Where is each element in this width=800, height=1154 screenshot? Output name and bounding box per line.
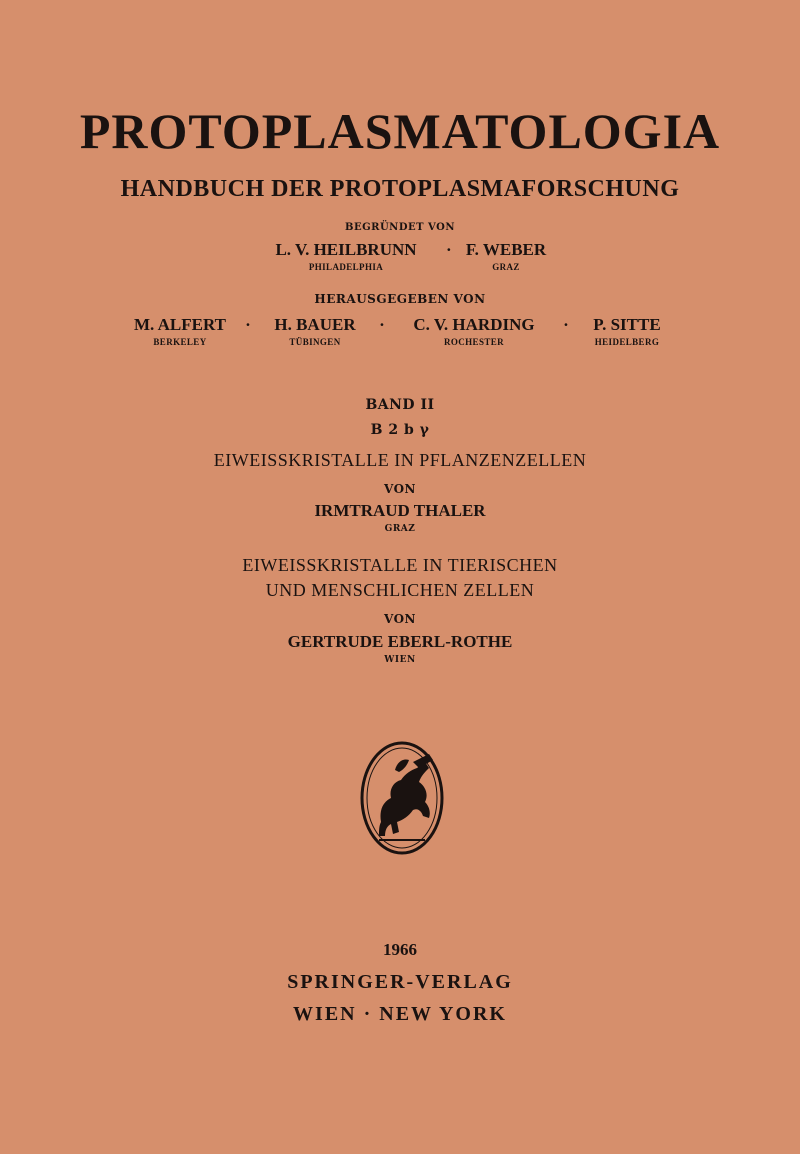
name-separator: ·	[446, 240, 452, 259]
work1-by: VON	[383, 482, 417, 496]
editor-bauer	[260, 315, 370, 347]
publisher-name: SPRINGER-VERLAG	[287, 971, 513, 993]
name-separator: ·	[379, 315, 385, 334]
founder-heilbrunn	[246, 240, 446, 272]
editor-alfert	[124, 315, 236, 347]
founders-row	[0, 240, 800, 272]
volume-number: BAND II	[365, 397, 435, 413]
work2-title-line2: UND MENSCHLICHEN ZELLEN	[265, 580, 535, 600]
founded-by-label: BEGRÜNDET VON	[345, 222, 455, 233]
founder-name: L. V. HEILBRUNN	[275, 240, 417, 259]
work2-author: GERTRUDE EBERL-ROTHE	[287, 632, 513, 651]
editor-city: HEIDELBERG	[594, 337, 660, 347]
founder-city: PHILADELPHIA	[308, 262, 384, 272]
editor-city: BERKELEY	[153, 337, 207, 347]
work1-author: IRMTRAUD THALER	[314, 501, 486, 520]
publication-year: 1966	[383, 940, 417, 959]
editors-row	[0, 315, 800, 347]
springer-knight-emblem-icon	[359, 740, 445, 856]
work2-by: VON	[383, 612, 417, 626]
editor-city: TÜBINGEN	[289, 337, 341, 347]
series-subtitle: HANDBUCH DER PROTOPLASMAFORSCHUNG	[120, 176, 680, 202]
editor-harding	[394, 315, 554, 347]
editor-city: ROCHESTER	[443, 337, 505, 347]
publication-place: WIEN · NEW YORK	[293, 1003, 507, 1025]
work1-author-city: GRAZ	[384, 524, 416, 534]
founder-weber	[458, 240, 554, 272]
editor-name: P. SITTE	[593, 315, 661, 334]
editor-name: C. V. HARDING	[413, 315, 535, 334]
part-designation: B 2 b γ	[370, 422, 430, 438]
work2-author-city: WIEN	[384, 655, 416, 665]
editor-sitte	[578, 315, 676, 347]
name-separator: ·	[563, 315, 569, 334]
name-separator: ·	[245, 315, 251, 334]
work1-title: EIWEISSKRISTALLE IN PFLANZENZELLEN	[213, 450, 587, 470]
founder-name: F. WEBER	[465, 240, 547, 259]
editor-name: M. ALFERT	[134, 315, 226, 334]
work2-title-line1: EIWEISSKRISTALLE IN TIERISCHEN	[242, 555, 558, 575]
editor-name: H. BAUER	[274, 315, 356, 334]
edited-by-label: HERAUSGEGEBEN VON	[314, 292, 486, 306]
founder-city: GRAZ	[492, 262, 520, 272]
series-title: PROTOPLASMATOLOGIA	[79, 103, 721, 159]
